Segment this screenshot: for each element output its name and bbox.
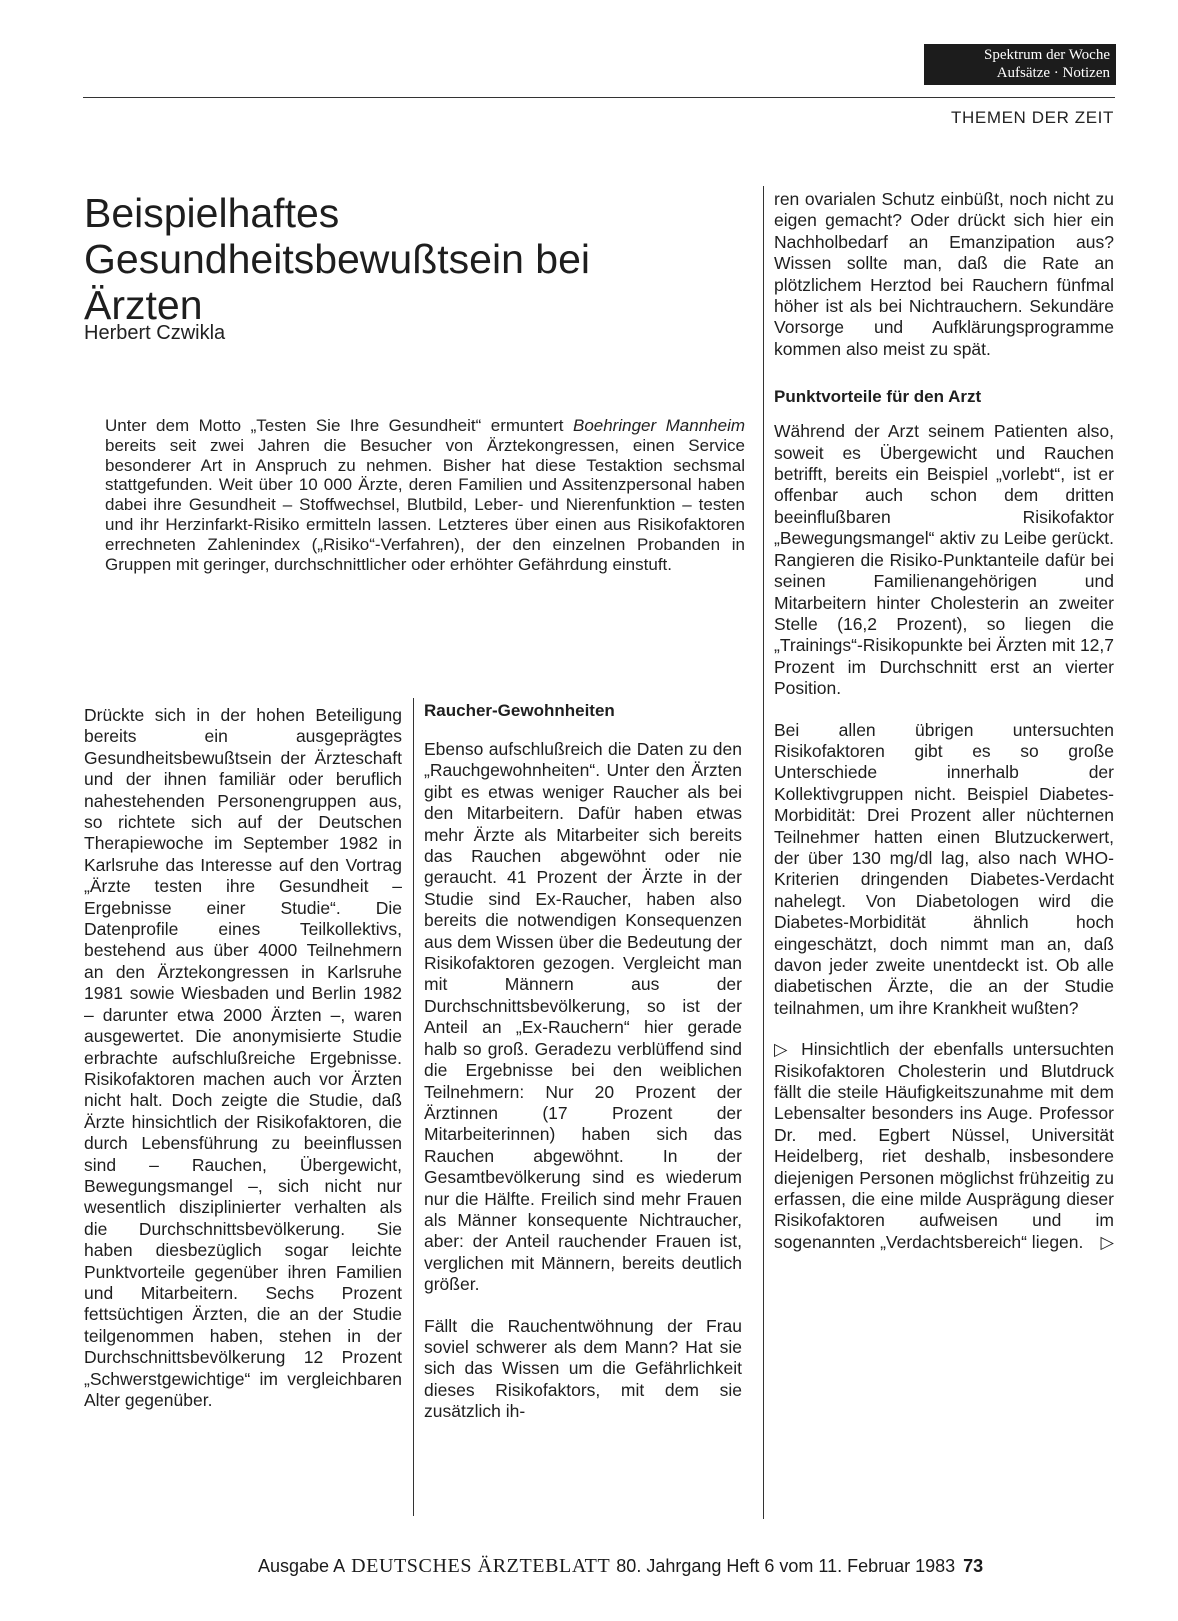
continue-triangle-icon: ▷ [1100,1231,1114,1252]
column-left-paragraph: Drückte sich in der hohen Beteiligung bereits ein ausgeprägtes Gesundheitsbewußtsein der Ärzteschaft und der ihnen familiär oder beruflich nahestehenden Personengruppen aus, so richtete sich auf der Deutschen Therapiewoche im September 1982 in Karlsruhe das Interesse auf den Vortrag „Ärzte testen ihre Gesundheit – Ergebnisse einer Studie“. Die Datenprofile eines Teilkollektivs, bestehend aus über 4000 Teilnehmern an den Ärztekongressen in Karlsruhe 1981 sowie Wiesbaden und Berlin 1982 – darunter etwa 2000 Ärzten –, waren ausgewertet. Die anonymisierte Studie erbrachte aufschlußreiche Ergebnisse. Risikofaktoren machen auch vor Ärzten nicht halt. Doch zeigte die Studie, daß Ärzte hinsichtlich der Risikofaktoren, die durch Lebensführung zu beeinflussen sind – Rauchen, Übergewicht, Bewegungsmangel –, sich nicht nur wesentlich disziplinierter verhalten als die Durchschnittsbevölkerung. Sie haben diesbezüglich sogar leichte Punktvorteile gegenüber ihren Familien und Mitarbeitern. Sechs Prozent fettsüchtigen Ärzten, die an der Studie teilgenommen haben, stehen in der Durchschnittsbevölkerung 12 Prozent „Schwerstgewichtige“ im vergleichbaren Alter gegenüber. [84,705,402,1410]
footer-journal: DEUTSCHES ÄRZTEBLATT [351,1555,611,1577]
footer-issue: 80. Jahrgang Heft 6 vom 11. Februar 1983 [616,1556,956,1576]
column-right-paragraph-2: Während der Arzt seinem Patienten also, soweit es Übergewicht und Rauchen betrifft, bereits ein Beispiel „vorlebt“, ist er offenbar auch schon dem dritten beeinflußbaren Risikofaktor „Bewegungsmangel“ aktiv zu Leibe gerückt. Rangieren die Risiko-Punktanteile dafür bei seinen Familienangehörigen und Mitarbeitern hinter Cholesterin an zweiter Stelle (16,2 Prozent), so liegen die „Trainings“-Risikopunkte bei Ärzten mit 12,7 Prozent im Durchschnitt erst an vierter Position. [774,421,1114,699]
column-middle [424,700,742,1423]
badge-line-2: Aufsätze · Notizen [996,65,1110,81]
column-right [774,189,1114,1253]
column-right-paragraph-4 [774,1039,1114,1253]
intro-text-b: bereits seit zwei Jahren die Besucher von Ärztekongressen, einen Service besonderer Art in Anspruch zu nehmen. Bisher hat diese Testaktion sechsmal stattgefunden. Weit über 10 000 Ärzte, deren Familien und Assitenzpersonal haben dabei ihre Gesundheit – Stoffwechsel, Blutbild, Leber- und Nierenfunktion – testen und ihr Herzinfarkt-Risiko ermitteln lassen. Letzteres über einen aus Risikofaktoren errechneten Zahlenindex („Risiko“-Verfahren), der den einzelnen Probanden in Gruppen mit geringer, durchschnittlicher oder erhöhter Gefährdung einstuft. [105,435,745,574]
article-author: Herbert Czwikla [84,322,226,344]
top-rule [83,97,1115,98]
badge-line-1: Spektrum der Woche [984,47,1110,63]
column-divider-middle [413,698,414,1516]
triangle-marker-icon: ▷ [774,1039,792,1060]
footer-edition: Ausgabe A [258,1556,346,1576]
column-right-paragraph-4-text: Hinsichtlich der ebenfalls untersuchten Risikofaktoren Cholesterin und Blutdruck fällt die steile Häufigkeitszunahme mit dem Lebensalter besonders ins Auge. Professor Dr. med. Egbert Nüssel, Universität Heidelberg, riet deshalb, insbesondere diejenigen Personen möglichst frühzeitig zu erfassen, die eine milde Ausprägung dieser Risikofaktoren aufweisen und im sogenannten „Verdachtsbereich“ liegen. [774,1039,1114,1252]
subheading-punktvorteile: Punktvorteile für den Arzt [774,387,982,407]
subheading-raucher: Raucher-Gewohnheiten [424,701,615,720]
intro-company: Boehringer Mannheim [572,416,746,435]
column-right-paragraph-1: ren ovarialen Schutz einbüßt, noch nicht zu eigen gemacht? Oder drückt sich hier ein Nachholbedarf an Emanzipation aus? Wissen sollte man, daß die Rate an plötzlichem Herztod bei Rauchern fünfmal höher ist als bei Nichtrauchern. Sekundäre Vorsorge und Aufklärungsprogramme kommen also meist zu spät. [774,189,1114,359]
column-middle-paragraph-1: Ebenso aufschlußreich die Daten zu den „Rauchgewohnheiten“. Unter den Ärzten gibt es etwas weniger Raucher als bei den Mitarbeitern. Dafür haben etwas mehr Ärzte als Mitarbeiter sich bereits das Rauchen abgewöhnt oder nie geraucht. 41 Prozent der Ärzte in der Studie sind Ex-Raucher, haben also bereits die notwendigen Konsequenzen aus dem Wissen über die Bedeutung der Risikofaktoren gezogen. Vergleicht man mit Männern aus der Durchschnittsbevölkerung, so ist der Anteil an „Ex-Rauchern“ hier gerade halb so groß. Geradezu verblüffend sind die Ergebnisse bei den weiblichen Teilnehmern: Nur 20 Prozent der Ärztinnen (17 Prozent der Mitarbeiterinnen) haben sich das Rauchen abgewöhnt. In der Gesamtbevölkerung sind es wiederum nur die Hälfte. Freilich sind mehr Frauen als Männer konsequente Nichtraucher, aber: der Anteil rauchender Frauen ist, verglichen mit Männern, bereits deutlich größer. [424,739,742,1295]
section-label: THEMEN DER ZEIT [951,108,1114,127]
article-title: Beispielhaftes Gesundheitsbewußtsein bei Ärzten [84,190,590,328]
page-number: 73 [963,1556,984,1576]
column-left [84,705,402,1411]
article-intro [105,416,745,574]
column-right-paragraph-3: Bei allen übrigen untersuchten Risikofaktoren gibt es so große Unterschiede innerhalb der Kollektivgruppen nicht. Beispiel Diabetes-Morbidität: Drei Prozent aller nüchternen Teilnehmer hatten einen Blutzuckerwert, der über 130 mg/dl lag, also nach WHO-Kriterien dringenden Diabetes-Verdacht nahelegt. Von Diabetologen wird die Diabetes-Morbidität ähnlich hoch eingeschätzt, doch nimmt man an, daß davon jeder zweite unentdeckt ist. Ob alle diabetischen Ärzte, die an der Studie teilnahmen, um ihre Krankheit wußten? [774,719,1114,1018]
page-footer [258,1555,1116,1578]
section-badge [924,44,1116,85]
column-divider-right [763,186,764,1519]
column-middle-paragraph-2: Fällt die Rauchentwöhnung der Frau soviel schwerer als dem Mann? Hat sie sich das Wissen um die Gefährlichkeit dieses Risikofaktors, mit dem sie zusätzlich ih- [424,1315,742,1422]
intro-text-a: Unter dem Motto „Testen Sie Ihre Gesundheit“ ermuntert [105,416,573,435]
